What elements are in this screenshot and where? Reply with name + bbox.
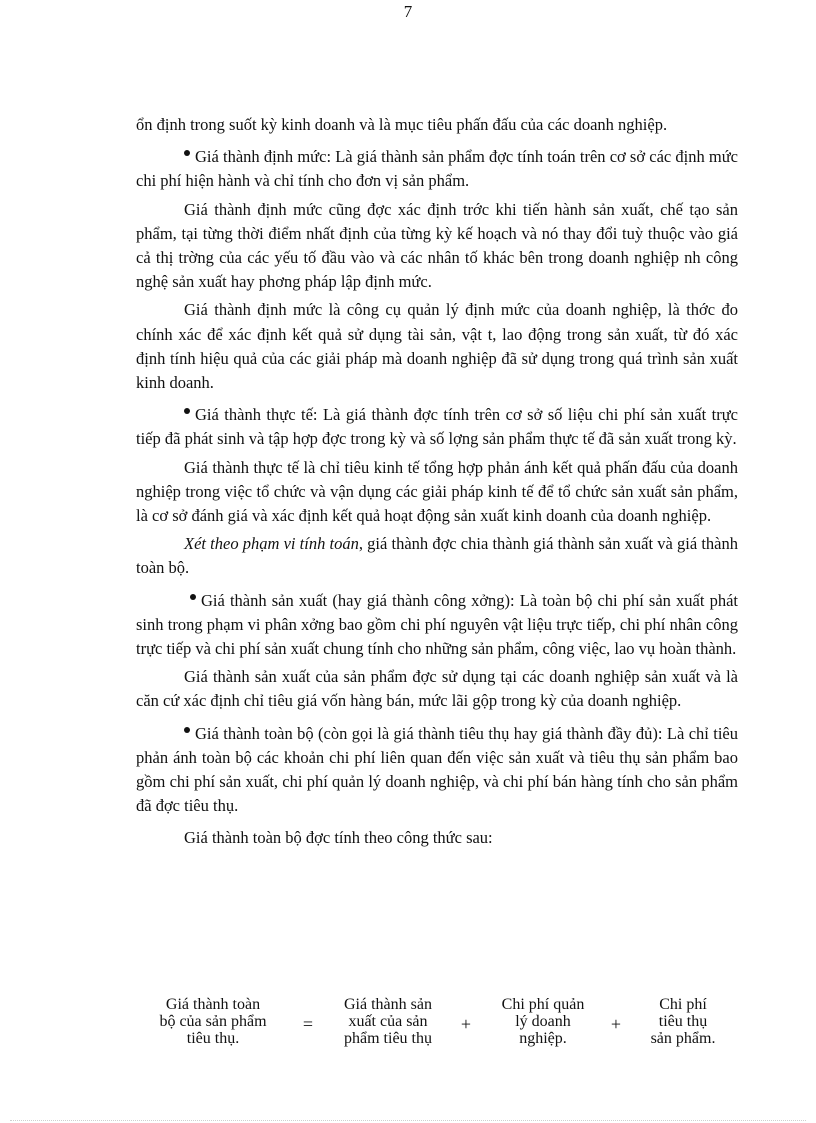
- formula-term-line: lý doanh: [515, 1013, 571, 1030]
- formula-term-line: sản phẩm.: [650, 1030, 716, 1047]
- formula-term-line: Giá thành sản: [344, 996, 432, 1013]
- formula-term-line: Giá thành toàn: [165, 996, 261, 1013]
- formula-term-line: tiêu thụ.: [186, 1030, 240, 1047]
- document-body: [136, 113, 738, 851]
- paragraph-2-text: Giá thành định mức: Là giá thành sản phẩm đợc tính toán trên cơ sở các định mức chi phí hiện hành và chỉ tính cho đơn vị sản phẩm.: [136, 147, 738, 191]
- formula-term-line: bộ của sản phẩm: [159, 1013, 267, 1030]
- paragraph-4: Giá thành định mức là công cụ quản lý định mức của doanh nghiệp, là thớc đo chính xác để xác định kết quả sử dụng tài sản, vật t, lao động trong sản xuất, từ đó xác định tính hiệu quả của các giải pháp mà doanh nghiệp đã sử dụng trong quá trình sản xuất kinh doanh.: [136, 300, 738, 393]
- page-bottom-divider: [10, 1120, 806, 1121]
- formula-term-line: phẩm tiêu thụ: [344, 1030, 432, 1047]
- paragraph-9: Giá thành sản xuất của sản phẩm đợc sử dụng tại các doanh nghiệp sản xuất và là căn cứ xác định chỉ tiêu giá vốn hàng bán, mức lãi gộp trong kỳ của doanh nghiệp.: [136, 667, 738, 711]
- formula-term-management-cost: [483, 996, 603, 1047]
- paragraph-5: [136, 403, 738, 451]
- paragraph-7-italic: Xét theo phạm vi tính toán: [184, 534, 359, 554]
- bullet-icon: [184, 150, 190, 156]
- bullet-icon: [184, 408, 190, 414]
- paragraph-5-text: Giá thành thực tế: Là giá thành đợc tính trên cơ sở số liệu chi phí sản xuất trực tiếp đã phát sinh và tập hợp đợc trong kỳ và số lợng sản phẩm thực tế đã sản xuất trong kỳ.: [136, 405, 738, 449]
- formula-plus: +: [610, 1014, 622, 1034]
- paragraph-6: Giá thành thực tế là chỉ tiêu kinh tế tổng hợp phản ánh kết quả phấn đấu của doanh nghiệp trong việc tổ chức và vận dụng các giải pháp kinh tế để tổ chức sản xuất sản phẩm, là cơ sở đánh giá và xác định kết quả hoạt động sản xuất kinh doanh của doanh nghiệp.: [136, 457, 738, 526]
- paragraph-2: [136, 145, 738, 193]
- formula-equals: =: [302, 1014, 314, 1034]
- page-number: 7: [403, 2, 413, 21]
- formula-term-line: nghiệp.: [519, 1030, 567, 1047]
- formula-term-total-cost: [138, 996, 288, 1047]
- paragraph-10: [136, 722, 738, 819]
- paragraph-8-text: Giá thành sản xuất (hay giá thành công xởng): Là toàn bộ chi phí sản xuất phát sinh trong phạm vi phân xởng bao gồm chi phí nguyên vật liệu trực tiếp, chi phí nhân công trực tiếp và chi phí sản xuất chung tính cho những sản phẩm, công việc, lao vụ hoàn thành.: [136, 590, 738, 659]
- cost-formula: [138, 996, 738, 1056]
- formula-term-line: tiêu thụ: [658, 1013, 708, 1030]
- paragraph-10-text: Giá thành toàn bộ (còn gọi là giá thành tiêu thụ hay giá thành đầy đủ): Là chỉ tiêu phản ánh toàn bộ các khoản chi phí liên quan đến việc sản xuất và tiêu thụ sản phẩm bao gồm chi phí sản xuất, chi phí quản lý doanh nghiệp, và chi phí bán hàng tính cho sản phẩm đã đợc tiêu thụ.: [136, 723, 738, 816]
- bullet-icon: [184, 727, 190, 733]
- bullet-icon: [190, 594, 196, 600]
- formula-term-production-cost: [323, 996, 453, 1047]
- paragraph-7-text: , giá thành đợc chia thành giá thành sản xuất và giá thành toàn bộ.: [136, 534, 738, 578]
- formula-plus: +: [460, 1014, 472, 1034]
- paragraph-1: ổn định trong suốt kỳ kinh doanh và là mục tiêu phấn đấu của các doanh nghiệp.: [136, 115, 668, 134]
- formula-term-line: Chi phí quản: [501, 996, 585, 1013]
- formula-term-selling-cost: [633, 996, 733, 1047]
- paragraph-3: Giá thành định mức cũng đợc xác định trớc khi tiến hành sản xuất, chế tạo sản phẩm, tại từng thời điểm nhất định của từng kỳ kế hoạch và nó thay đổi tuỳ thuộc vào giá cả thị trờng của các yếu tố đầu vào và các nhân tố khác bên trong doanh nghiệp nh công nghệ sản xuất hay phơng pháp lập định mức.: [136, 199, 738, 292]
- paragraph-8: [136, 589, 738, 662]
- formula-term-line: Chi phí: [659, 996, 707, 1013]
- formula-term-line: xuất của sản: [348, 1013, 428, 1030]
- paragraph-11: Giá thành toàn bộ đợc tính theo công thức sau:: [184, 828, 493, 848]
- paragraph-7: [136, 532, 738, 580]
